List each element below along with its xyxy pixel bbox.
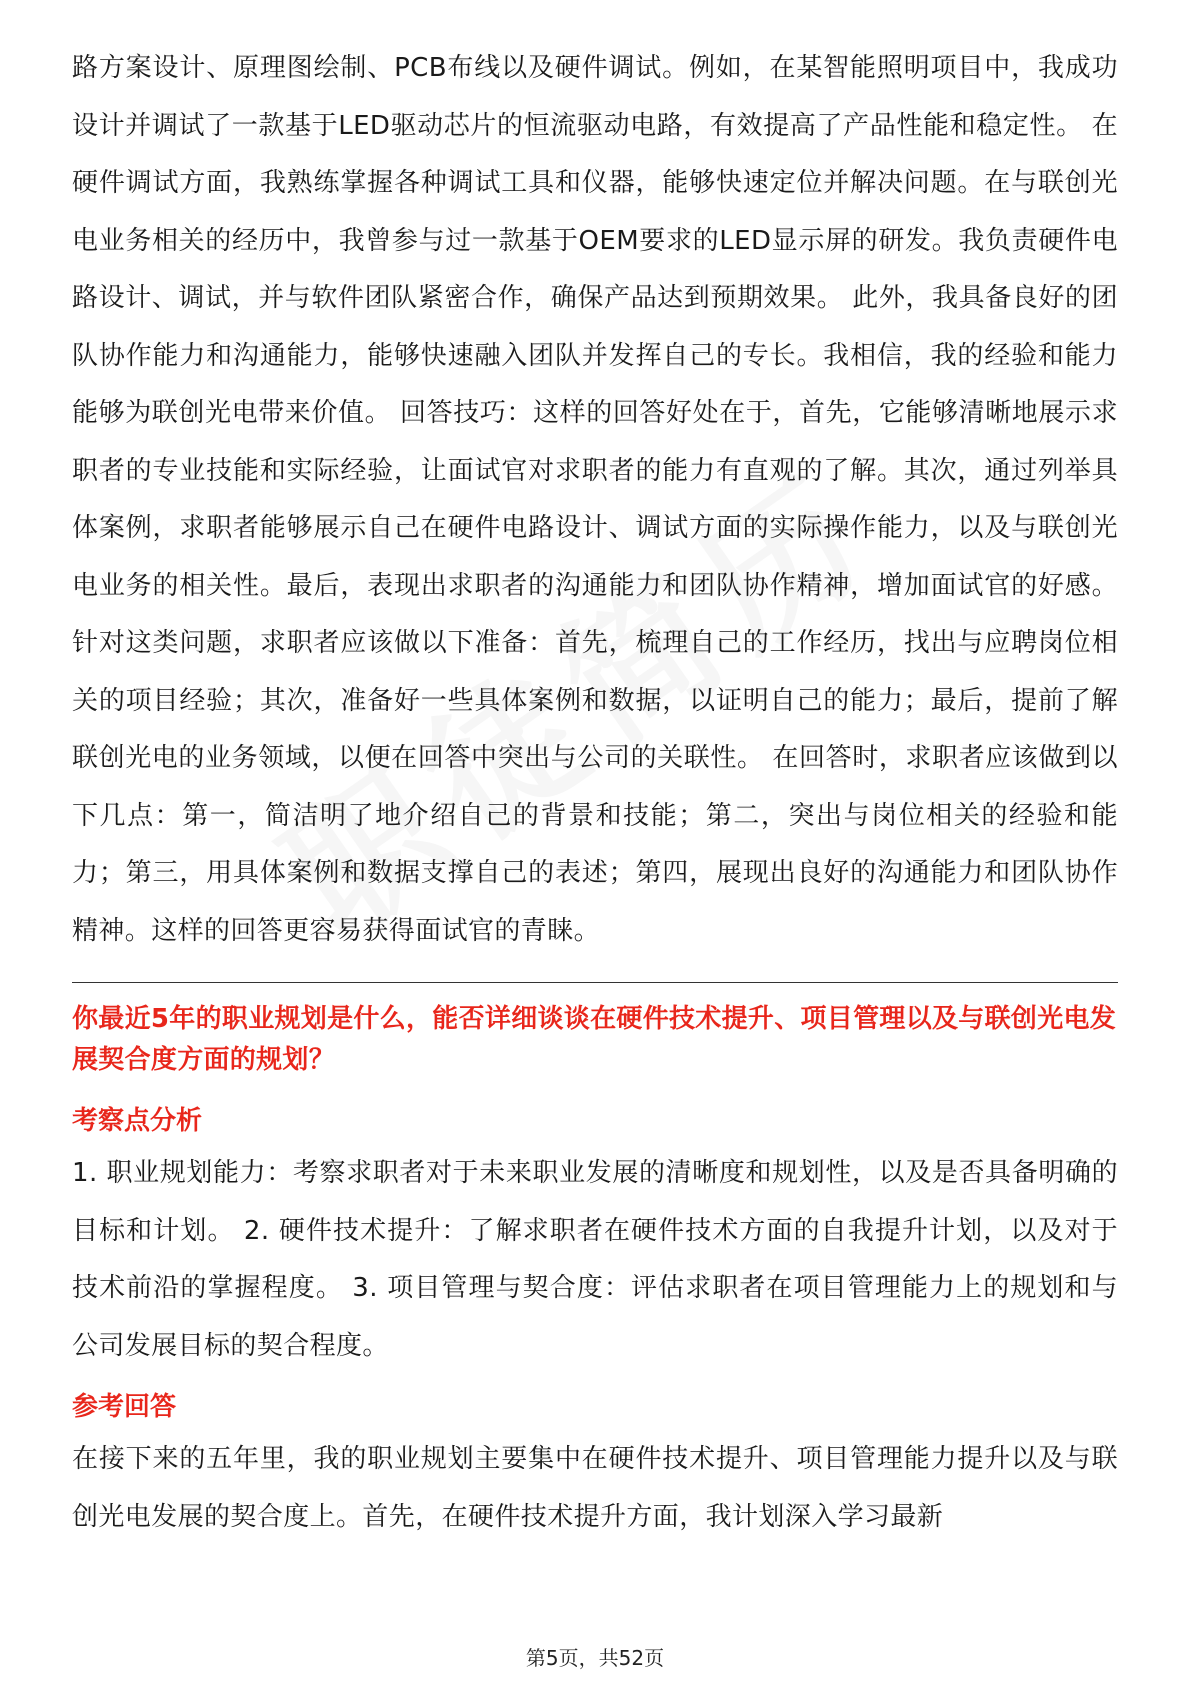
reference-answer-body: 在接下来的五年里，我的职业规划主要集中在硬件技术提升、项目管理能力提升以及与联创光电发展的契合度上。首先，在硬件技术提升方面，我计划深入学习最新 — [72, 1444, 1118, 1532]
document-page — [72, 40, 1118, 1546]
section-divider — [72, 982, 1118, 983]
reference-answer-heading: 参考回答 — [72, 1392, 177, 1422]
intro-paragraph: 路方案设计、原理图绘制、PCB布线以及硬件调试。例如，在某智能照明项目中，我成功设计并调试了一款基于LED驱动芯片的恒流驱动电路，有效提高了产品性能和稳定性。 在硬件调试方面，我熟练掌握各种调试工具和仪器，能够快速定位并解决问题。在与联创光电业务相关的经历中，我曾参与过一款基于OEM要求的LED显示屏的研发。我负责硬件电路设计、调试，并与软件团队紧密合作，确保产品达到预期效果。 此外，我具备良好的团队协作能力和沟通能力，能够快速融入团队并发挥自己的专长。我相信，我的经验和能力能够为联创光电带来价值。 回答技巧：这样的回答好处在于，首先，它能够清晰地展示求职者的专业技能和实际经验，让面试官对求职者的能力有直观的了解。其次，通过列举具体案例，求职者能够展示自己在硬件电路设计、调试方面的实际操作能力，以及与联创光电业务的相关性。最后，表现出求职者的沟通能力和团队协作精神，增加面试官的好感。 针对这类问题，求职者应该做以下准备：首先，梳理自己的工作经历，找出与应聘岗位相关的项目经验；其次，准备好一些具体案例和数据，以证明自己的能力；最后，提前了解联创光电的业务领域，以便在回答中突出与公司的关联性。 在回答时，求职者应该做到以下几点：第一，简洁明了地介绍自己的背景和技能；第二，突出与岗位相关的经验和能力；第三，用具体案例和数据支撑自己的表述；第四，展现出良好的沟通能力和团队协作精神。这样的回答更容易获得面试官的青睐。 — [72, 53, 1118, 946]
analysis-body: 1. 职业规划能力：考察求职者对于未来职业发展的清晰度和规划性，以及是否具备明确的目标和计划。 2. 硬件技术提升：了解求职者在硬件技术方面的自我提升计划，以及对于技术前沿的掌握程度。 3. 项目管理与契合度：评估求职者在项目管理能力上的规划和与公司发展目标的契合程度。 — [72, 1158, 1118, 1361]
analysis-heading: 考察点分析 — [72, 1106, 203, 1136]
interview-question: 你最近5年的职业规划是什么，能否详细谈谈在硬件技术提升、项目管理以及与联创光电发展契合度方面的规划？ — [72, 1004, 1117, 1075]
page-indicator: 第5页，共52页 — [525, 1646, 665, 1670]
